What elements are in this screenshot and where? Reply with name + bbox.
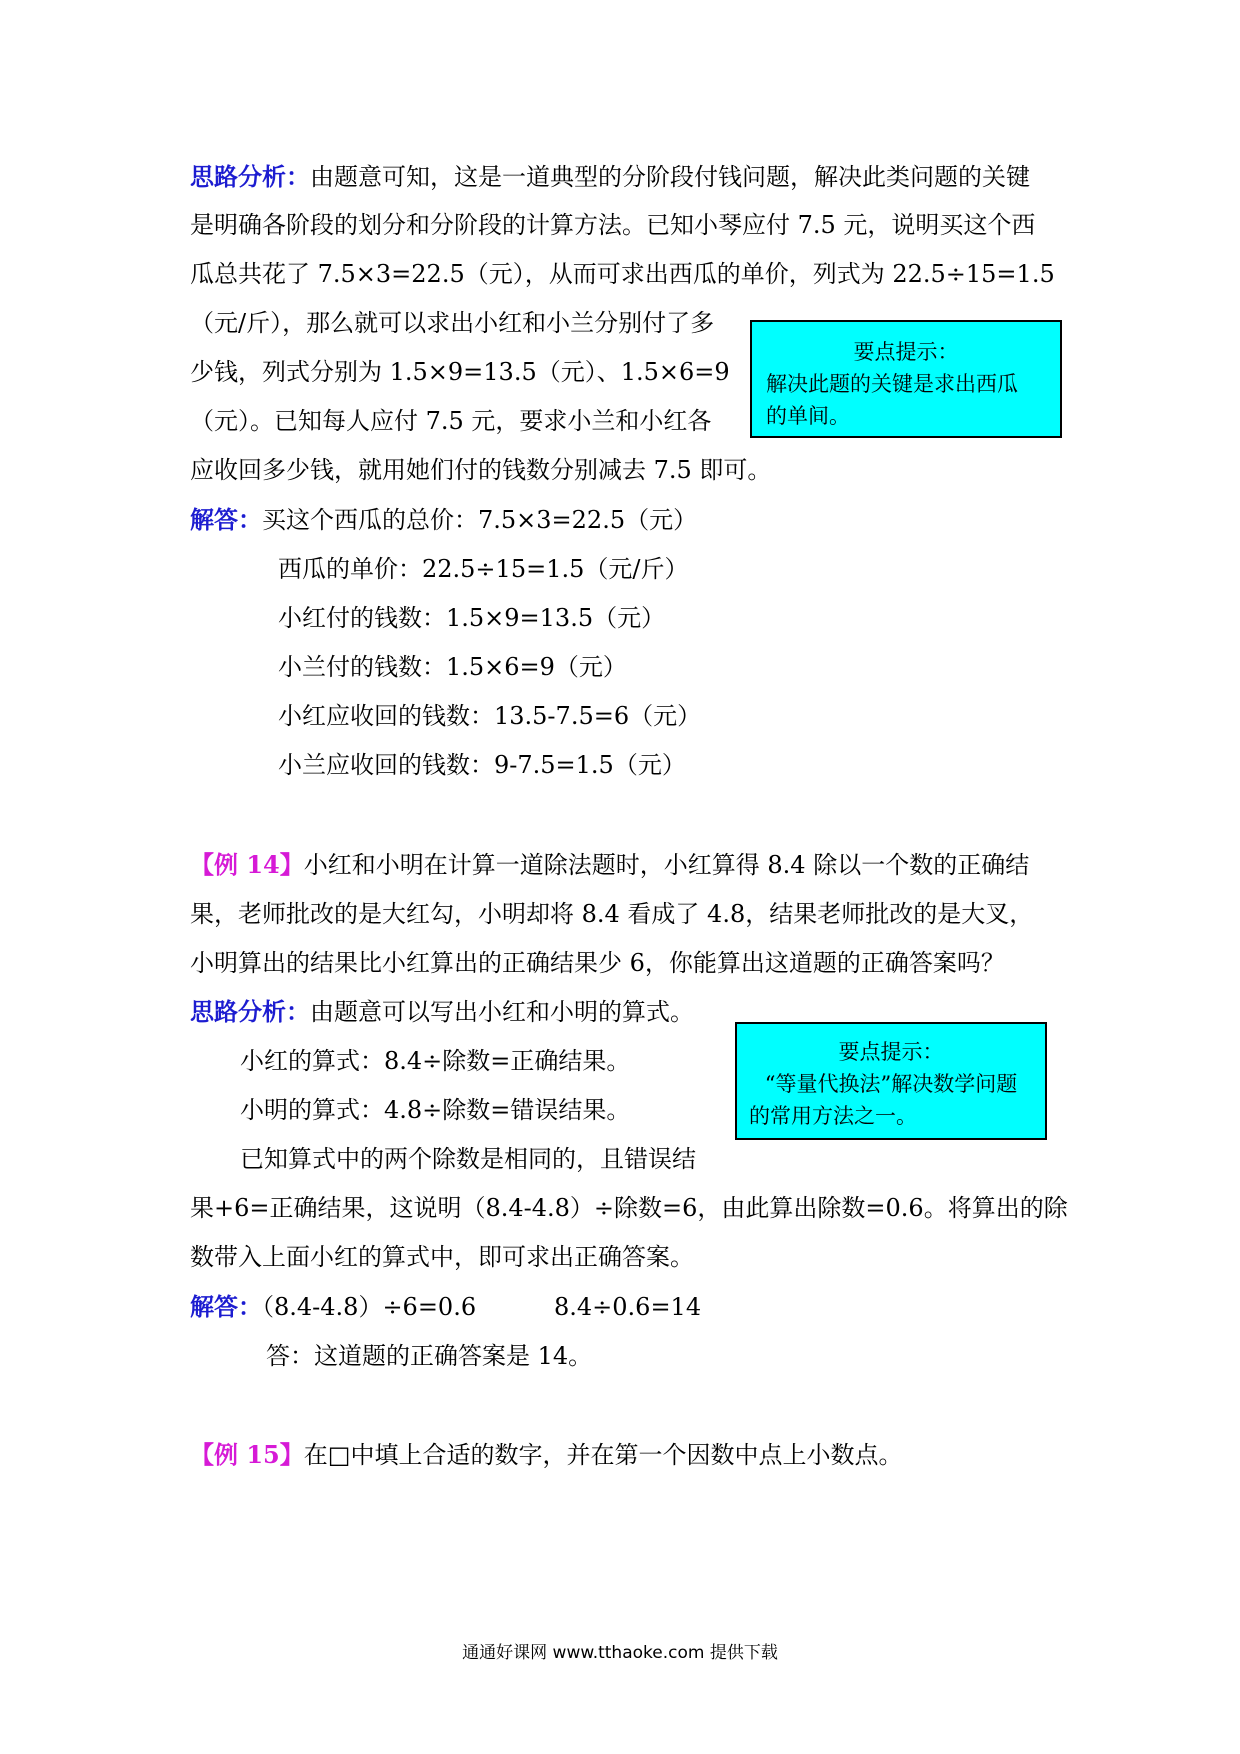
answer-text: 西瓜的单价：22.5÷15=1.5（元/斤）: [278, 555, 689, 583]
answer-text: 8.4÷0.6=14: [554, 1293, 702, 1321]
analysis-text: （元）。已知每人应付 7.5 元，要求小兰和小红各: [190, 407, 712, 435]
analysis-text: 小红的算式：8.4÷除数=正确结果。: [240, 1047, 631, 1075]
example-15-question: [190, 1438, 902, 1472]
answer-text: 小红付的钱数：1.5×9=13.5（元）: [278, 604, 666, 632]
analysis-text: 由题意可知，这是一道典型的分阶段付钱问题，解决此类问题的关键: [310, 163, 1030, 191]
footer-text: 通通好课网 www.tthaoke.com 提供下载: [462, 1643, 778, 1663]
analysis-text: 少钱，列式分别为 1.5×9=13.5（元）、1.5×6=9: [190, 358, 730, 386]
tip-text: 解决此题的关键是求出西瓜: [766, 372, 1018, 396]
question-text: 小红和小明在计算一道除法题时，小红算得 8.4 除以一个数的正确结: [303, 851, 1030, 879]
analysis-text: 已知算式中的两个除数是相同的，且错误结: [240, 1145, 696, 1173]
tip-title: 要点提示：: [853, 340, 959, 364]
analysis-text: 数带入上面小红的算式中，即可求出正确答案。: [190, 1243, 694, 1271]
analysis-text: （元/斤），那么就可以求出小红和小兰分别付了多: [190, 309, 715, 337]
tip-text: “等量代换法”解决数学问题: [764, 1072, 1018, 1096]
analysis-label: 思路分析：: [190, 162, 310, 191]
example-15-label: 【例 15】: [190, 1440, 304, 1469]
tip-box: [750, 320, 1062, 438]
tip-text: 的常用方法之一。: [749, 1104, 917, 1128]
analysis-label: 思路分析：: [190, 997, 310, 1026]
answer-text: 小兰付的钱数：1.5×6=9（元）: [278, 653, 627, 681]
analysis-text: 应收回多少钱，就用她们付的钱数分别减去 7.5 即可。: [190, 456, 772, 484]
example-14-label: 【例 14】: [190, 850, 304, 879]
answer-line: [190, 1290, 476, 1324]
tip-box: [735, 1022, 1047, 1140]
analysis-text: 小明的算式：4.8÷除数=错误结果。: [240, 1096, 631, 1124]
analysis-text: 瓜总共花了 7.5×3=22.5（元），从而可求出西瓜的单价，列式为 22.5÷15=1.5: [190, 260, 1055, 288]
question-text: 果，老师批改的是大红勾，小明却将 8.4 看成了 4.8，结果老师批改的是大叉，: [190, 900, 1034, 928]
analysis-line: [190, 995, 694, 1029]
answer-label: 解答：: [190, 1292, 262, 1321]
analysis-text: 果+6=正确结果，这说明（8.4-4.8）÷除数=6，由此算出除数=0.6。将算出的除: [190, 1194, 1068, 1222]
answer-text: 答：这道题的正确答案是 14。: [266, 1342, 593, 1370]
answer-text: 小兰应收回的钱数：9-7.5=1.5（元）: [278, 751, 686, 779]
analysis-text: 是明确各阶段的划分和分阶段的计算方法。已知小琴应付 7.5 元，说明买这个西: [190, 211, 1036, 239]
answer-line: [190, 503, 697, 537]
analysis-line: [190, 160, 1030, 194]
question-text: 小明算出的结果比小红算出的正确结果少 6，你能算出这道题的正确答案吗？: [190, 949, 1005, 977]
tip-title: 要点提示：: [838, 1040, 944, 1064]
analysis-text: 由题意可以写出小红和小明的算式。: [310, 998, 694, 1026]
answer-text: （8.4-4.8）÷6=0.6: [262, 1293, 477, 1321]
question-text: 在□中填上合适的数字，并在第一个因数中点上小数点。: [303, 1441, 903, 1469]
example-14-question: [190, 848, 1029, 882]
answer-label: 解答：: [190, 505, 262, 534]
answer-text: 小红应收回的钱数：13.5-7.5=6（元）: [278, 702, 702, 730]
tip-text: 的单间。: [766, 404, 850, 428]
answer-text: 买这个西瓜的总价：7.5×3=22.5（元）: [262, 506, 698, 534]
